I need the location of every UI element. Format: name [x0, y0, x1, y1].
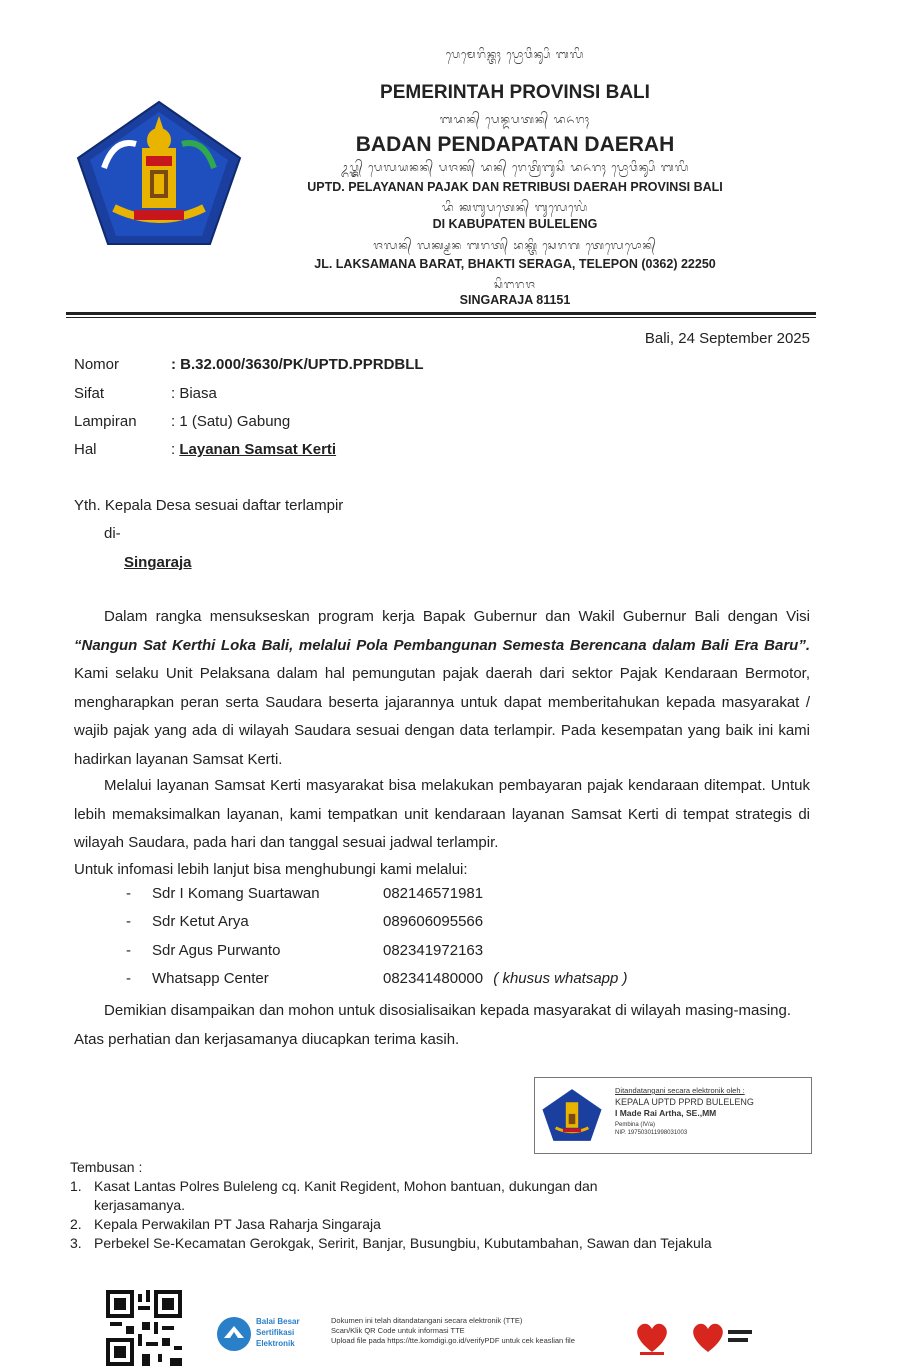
contact-bullet: -	[126, 885, 131, 902]
meta-hal-subject: Layanan Samsat Kerti	[179, 441, 337, 458]
signature-name: I Made Rai Artha, SE.,MM	[615, 1108, 717, 1118]
meta-hal-colon: :	[171, 441, 176, 458]
cc-item	[70, 1177, 690, 1215]
contact-phone: 082146571981	[383, 885, 484, 902]
aksara-unit: ᬉᬧ᭄ᬢ᭄ᬤ᭄ ᬧᬾᬮᬬᬦᬦ᭄ ᬧᬚᬓ᭄ ᬤᬦ᭄ ᬭᬾᬢ᭄ᬭᬶᬩᬸᬲᬶ ᬤᬏᬭᬄ ᬧ᭄ᬭᭀᬯᬶᬦ᭄ᬲᬶ ᬩᬮᬶ	[340, 161, 690, 174]
meta-label-nomor: Nomor	[74, 356, 120, 373]
tte-note	[331, 1316, 621, 1346]
aksara-address: ᬚᬮᬦ᭄ ᬮᬓ᭄ᬱ᭄ᬫᬦ ᬩᬭᬢ᭄ ᬪᬓ᭄ᬢᬶ ᬲᬾᬭᬕ ᬢᬾᬮᬾᬧᭀᬦ᭄	[373, 239, 657, 252]
contact-row	[126, 885, 483, 902]
contact-row	[126, 913, 483, 930]
contact-phone: 082341480000	[383, 970, 484, 987]
meta-label-sifat: Sifat	[74, 385, 105, 402]
paragraph-4: Demikian disampaikan dan mohon untuk disosialisaikan kepada masyarakat di wilayah masing-masing. Atas perhatian dan kerjasamanya diucapkan terima kasih.	[74, 1002, 792, 1048]
contact-name: Sdr Agus Purwanto	[152, 942, 281, 959]
verification-qr-code[interactable]	[106, 1290, 182, 1366]
cc-item	[70, 1215, 770, 1234]
contact-row	[126, 942, 483, 959]
bsre-line1: Balai Besar	[256, 1317, 300, 1326]
heart-badge-icon	[630, 1314, 674, 1358]
bali-province-logo	[74, 98, 244, 248]
bsre-line3: Elektronik	[256, 1339, 295, 1348]
city-postcode: SINGARAJA 81151	[459, 293, 571, 307]
regency-name: DI KABUPATEN BULELENG	[432, 217, 598, 231]
bsre-icon	[216, 1316, 252, 1352]
recipient-di: di-	[104, 525, 121, 542]
contact-row	[126, 970, 628, 987]
meta-label-lampiran: Lampiran	[74, 413, 137, 430]
cc-item	[70, 1234, 790, 1253]
meta-value-sifat: : Biasa	[171, 385, 217, 402]
meta-value-lampiran: : 1 (Satu) Gabung	[171, 413, 291, 430]
paragraph-2: Melalui layanan Samsat Kerti masyarakat bisa melakukan pembayaran pajak kendaraan ditempat. Untuk lebih memaksimalkan layanan, kami tempatkan unit kendaraan layanan Samsat Kerti di tempat strategis di wilayah Saudara, pada hari dan tanggal sesuai jadwal terlampir.	[74, 777, 810, 851]
bsre-line2: Sertifikasi	[256, 1328, 295, 1337]
agency-name: BADAN PENDAPATAN DAERAH	[355, 133, 675, 156]
contact-note: ( khusus whatsapp )	[493, 970, 628, 987]
electronic-signature-box	[534, 1077, 812, 1154]
signature-title: KEPALA UPTD PPRD BULELENG	[615, 1097, 754, 1107]
cc-label: Tembusan :	[70, 1159, 143, 1175]
campaign-logo-2	[688, 1314, 754, 1363]
heart-mark-icon	[688, 1314, 754, 1358]
letterhead-rule-thin	[66, 317, 816, 318]
cc-text: Kepala Perwakilan PT Jasa Raharja Singaraja	[94, 1216, 381, 1232]
tte-note-line2: Scan/Klik QR Code untuk informasi TTE	[331, 1326, 465, 1335]
cc-text: Perbekel Se-Kecamatan Gerokgak, Seririt, Banjar, Busungbiu, Kubutambahan, Sawan dan Tejakula	[94, 1235, 712, 1251]
cc-text: Kasat Lantas Polres Buleleng cq. Kanit Regident, Mohon bantuan, dukungan dan kerjasamanya.	[94, 1178, 598, 1213]
cc-number: 1.	[70, 1178, 82, 1194]
paragraph-1-start: Dalam rangka mensukseskan program kerja Bapak Gubernur dan Wakil Gubernur Bali dengan Visi	[104, 608, 810, 625]
aksara-agency: ᬩᬤᬦ᭄ ᬧᬾᬦ᭄ᬤᬧᬢᬦ᭄ ᬤᬏᬭᬄ	[439, 113, 591, 126]
paragraph-1-end: Kami selaku Unit Pelaksana dalam hal pemungutan pajak daerah dari sektor Pajak Kendaraan Bermotor, mengharapkan peran serta Saudara beserta jajarannya untuk dapat memberitahukan kepada masyarakat / wajib pajak yang ada di wilayah Saudara sesuai dengan data terlampir. Pada kesempatan yang baik ini kami hadirkan layanan Samsat Kerti.	[74, 665, 810, 768]
tte-note-line3: Upload file pada https://tte.komdigi.go.id/verifyPDF untuk cek keaslian file	[331, 1336, 575, 1345]
aksara-city: ᬲᬶᬗᬭᬚ	[493, 278, 537, 291]
contact-phone: 089606095566	[383, 913, 484, 930]
bsre-logo	[216, 1316, 300, 1357]
campaign-logo-1	[630, 1314, 674, 1363]
signature-logo	[541, 1085, 603, 1145]
office-address: JL. LAKSAMANA BARAT, BHAKTI SERAGA, TELEPON (0362) 22250	[314, 257, 716, 271]
recipient-line: Yth. Kepala Desa sesuai daftar terlampir	[74, 497, 344, 514]
meta-value-hal	[171, 441, 336, 458]
contact-name: Sdr I Komang Suartawan	[152, 885, 320, 902]
unit-name: UPTD. PELAYANAN PAJAK DAN RETRIBUSI DAERAH PROVINSI BALI	[307, 180, 723, 194]
signature-nip: NIP. 197503011998031003	[615, 1130, 688, 1136]
government-name: PEMERINTAH PROVINSI BALI	[380, 82, 650, 103]
vision-statement: “Nangun Sat Kerthi Loka Bali, melalui Pola Pembangunan Semesta Berencana dalam Bali Era Baru”.	[74, 636, 810, 654]
paragraph-1	[74, 603, 810, 774]
letterhead-rule-thick	[66, 312, 816, 315]
tte-note-line1: Dokumen ini telah ditandatangani secara elektronik (TTE)	[331, 1316, 523, 1325]
signature-caption: Ditandatangani secara elektronik oleh :	[615, 1086, 745, 1095]
contact-bullet: -	[126, 970, 131, 987]
meta-value-nomor: : B.32.000/3630/PK/UPTD.PPRDBLL	[171, 356, 424, 373]
aksara-regency: ᬤᬶ ᬓᬩᬸᬧᬢᬾᬦ᭄ ᬩᬸᬮᬾᬮᬾᬂ	[441, 201, 589, 214]
contact-name: Sdr Ketut Arya	[152, 913, 249, 930]
signature-rank: Pembina (IV/a)	[615, 1122, 656, 1128]
letter-date: Bali, 24 September 2025	[644, 330, 810, 347]
contact-phone: 082341972163	[383, 942, 484, 959]
aksara-government: ᬧᬾᬫᬾᬭᬶᬦ᭄ᬢᬄ ᬧ᭄ᬭᭀᬯᬶᬦ᭄ᬲᬶ ᬩᬮᬶ	[445, 48, 585, 61]
recipient-place: Singaraja	[124, 554, 192, 571]
contact-bullet: -	[126, 942, 131, 959]
meta-label-hal: Hal	[74, 441, 97, 458]
paragraph-3: Untuk infomasi lebih lanjut bisa menghubungi kami melalui:	[74, 861, 468, 878]
contact-bullet: -	[126, 913, 131, 930]
cc-number: 2.	[70, 1216, 82, 1232]
contact-name: Whatsapp Center	[152, 970, 269, 987]
cc-number: 3.	[70, 1235, 82, 1251]
